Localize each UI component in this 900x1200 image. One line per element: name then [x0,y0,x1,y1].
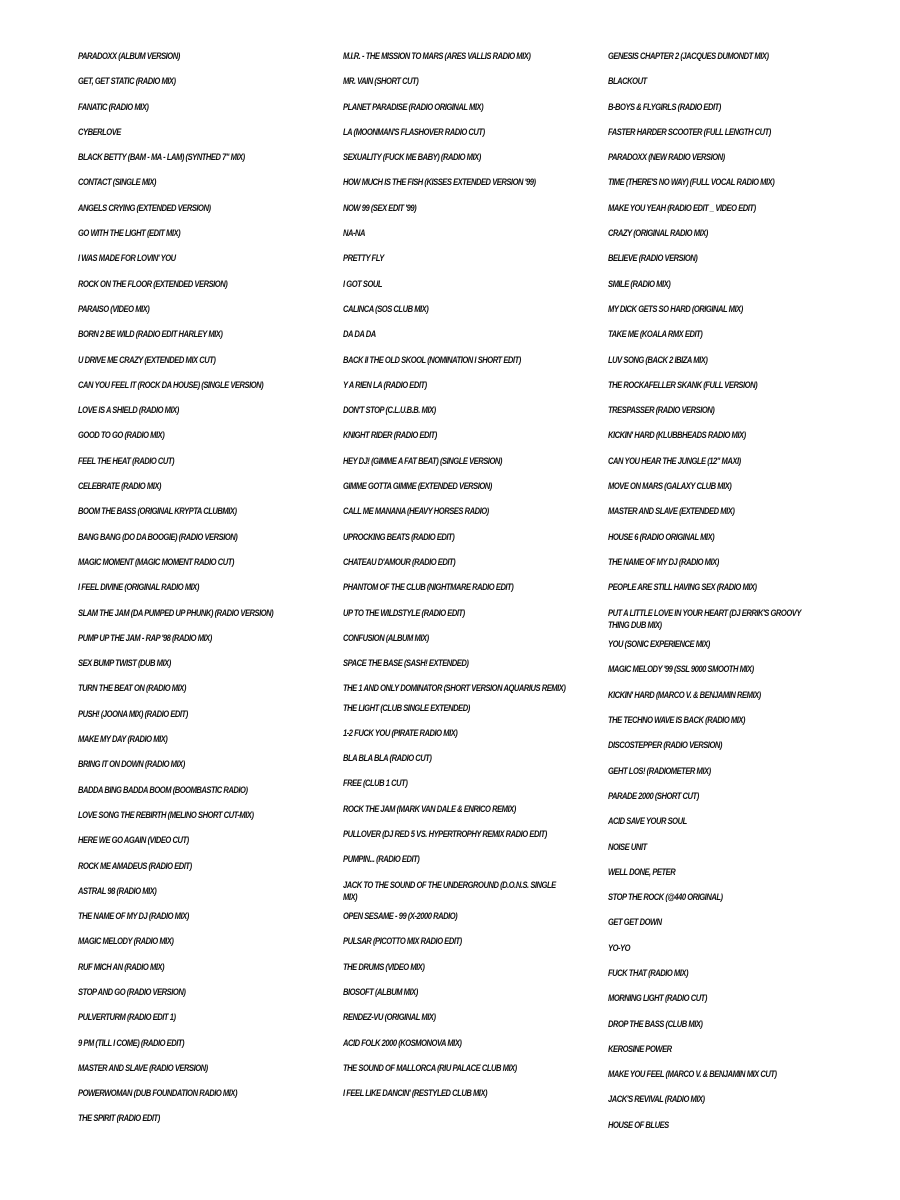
track-title: TIME (THERE'S NO WAY) (FULL VOCAL RADIO MIX) [608,177,775,188]
track-title: LOVE SONG THE REBIRTH (MELINO SHORT CUT-MIX) [78,809,254,820]
track-title: SMILE (RADIO MIX) [608,278,671,289]
track-title: THE NAME OF MY DJ (RADIO MIX) [608,556,719,567]
tracklist-column-2 [343,50,573,1113]
track-title: PARADOXX (NEW RADIO VERSION) [608,152,725,163]
track-title: MAGIC MOMENT (MAGIC MOMENT RADIO CUT) [78,556,234,567]
track-title: HEY DJ! (GIMME A FAT BEAT) (SINGLE VERSION) [343,455,502,466]
track-title: DON'T STOP (C.L.U.B.B. MIX) [343,405,436,416]
track-title: MAKE YOU YEAH (RADIO EDIT _ VIDEO EDIT) [608,202,756,213]
track-title: UP TO THE WILDSTYLE (RADIO EDIT) [343,607,465,618]
track-title: FASTER HARDER SCOOTER (FULL LENGTH CUT) [608,126,771,137]
track-title: HOUSE 6 (RADIO ORIGINAL MIX) [608,531,715,542]
track-title: CYBERLOVE [78,126,121,137]
track-title: STOP AND GO (RADIO VERSION) [78,986,186,997]
track-title: MY DICK GETS SO HARD (ORIGINAL MIX) [608,303,743,314]
track-title: SEXUALITY (FUCK ME BABY) (RADIO MIX) [343,152,481,163]
track-title: DROP THE BASS (CLUB MIX) [608,1018,703,1029]
track-title: THE SOUND OF MALLORCA (RIU PALACE CLUB MIX) [343,1062,517,1073]
track-title: CAN YOU FEEL IT (ROCK DA HOUSE) (SINGLE VERSION) [78,379,264,390]
track-title: MAGIC MELODY (RADIO MIX) [78,936,174,947]
track-title: JACK TO THE SOUND OF THE UNDERGROUND (D.O.N.S. SINGLE MIX) [343,879,556,903]
track-title: ROCK THE JAM (MARK VAN DALE & ENRICO REMIX) [343,803,516,814]
track-title: MASTER AND SLAVE (EXTENDED MIX) [608,506,735,517]
track-title: THE LIGHT (CLUB SINGLE EXTENDED) [343,702,470,713]
track-title: ROCK ON THE FLOOR (EXTENDED VERSION) [78,278,228,289]
track-title: TURN THE BEAT ON (RADIO MIX) [78,683,186,694]
track-title: BIOSOFT (ALBUM MIX) [343,987,418,998]
track-title: RENDEZ-VU (ORIGINAL MIX) [343,1012,436,1023]
track-title: GIMME GOTTA GIMME (EXTENDED VERSION) [343,481,492,492]
track-title: SLAM THE JAM (DA PUMPED UP PHUNK) (RADIO VERSION) [78,607,274,618]
track-title: CHATEAU D'AMOUR (RADIO EDIT) [343,556,456,567]
track-title: THE 1 AND ONLY DOMINATOR (SHORT VERSION AQUARIUS REMIX) [343,683,566,694]
track-title: GET, GET STATIC (RADIO MIX) [78,76,176,87]
track-title: LUV SONG (BACK 2 IBIZA MIX) [608,354,708,365]
tracklist-column-3 [608,50,823,1144]
track-title: PHANTOM OF THE CLUB (NIGHTMARE RADIO EDIT) [343,582,514,593]
track-title: WELL DONE, PETER [608,866,676,877]
track-title: PARAISO (VIDEO MIX) [78,303,150,314]
track-title: POWERWOMAN (DUB FOUNDATION RADIO MIX) [78,1088,238,1099]
track-title: UPROCKING BEATS (RADIO EDIT) [343,531,455,542]
track-title: KNIGHT RIDER (RADIO EDIT) [343,430,437,441]
track-title: CALINCA (SOS CLUB MIX) [343,303,429,314]
track-title: FREE (CLUB 1 CUT) [343,778,408,789]
track-title: OPEN SESAME - 99 (X-2000 RADIO) [343,911,458,922]
track-title: CRAZY (ORIGINAL RADIO MIX) [608,228,708,239]
track-title: NA-NA [343,228,366,239]
track-title: MASTER AND SLAVE (RADIO VERSION) [78,1062,208,1073]
track-title: GET GET DOWN [608,917,662,928]
track-title: CELEBRATE (RADIO MIX) [78,481,161,492]
track-title: PULSAR (PICOTTO MIX RADIO EDIT) [343,936,462,947]
track-title: PULVERTURM (RADIO EDIT 1) [78,1012,176,1023]
track-title: FEEL THE HEAT (RADIO CUT) [78,455,175,466]
track-title: CALL ME MANANA (HEAVY HORSES RADIO) [343,506,489,517]
track-title: PARADOXX (ALBUM VERSION) [78,51,180,61]
track-title: M.I.R. - THE MISSION TO MARS (ARES VALLIS RADIO MIX) [343,51,531,61]
track-title: MAKE YOU FEEL (MARCO V. & BENJAMIN MIX CUT) [608,1069,777,1080]
track-title: BLA BLA BLA (RADIO CUT) [343,753,432,764]
track-title: MOVE ON MARS (GALAXY CLUB MIX) [608,481,732,492]
track-title: THE SPIRIT (RADIO EDIT) [78,1113,160,1124]
track-title: FANATIC (RADIO MIX) [78,101,149,112]
track-title: MAKE MY DAY (RADIO MIX) [78,734,168,745]
track-title: YOU (SONIC EXPERIENCE MIX) [608,639,710,650]
track-title: PARADE 2000 (SHORT CUT) [608,790,699,801]
track-title: BRING IT ON DOWN (RADIO MIX) [78,759,185,770]
track-title: TAKE ME (KOALA RMX EDIT) [608,329,703,340]
track-title: BACK II THE OLD SKOOL (NOMINATION I SHORT EDIT) [343,354,521,365]
track-title: ACID SAVE YOUR SOUL [608,816,687,827]
track-title: GEHT LOS! (RADIOMETER MIX) [608,765,711,776]
track-title: PUT A LITTLE LOVE IN YOUR HEART (DJ ERRIK'S GROOVY THING DUB MIX) [608,607,801,631]
track-title: ROCK ME AMADEUS (RADIO EDIT) [78,860,192,871]
track-title: U DRIVE ME CRAZY (EXTENDED MIX CUT) [78,354,216,365]
track-title: LOVE IS A SHIELD (RADIO MIX) [78,405,179,416]
track-title: CONFUSION (ALBUM MIX) [343,632,429,643]
track-title: KICKIN' HARD (KLUBBHEADS RADIO MIX) [608,430,746,441]
track-title: RUF MICH AN (RADIO MIX) [78,961,165,972]
track-title: LA (MOONMAN'S FLASHOVER RADIO CUT) [343,126,485,137]
track-title: PUSH! (JOONA MIX) (RADIO EDIT) [78,708,188,719]
track-title: GO WITH THE LIGHT (EDIT MIX) [78,228,181,239]
track-title: HERE WE GO AGAIN (VIDEO CUT) [78,835,189,846]
track-title: SEX BUMP TWIST (DUB MIX) [78,658,171,669]
track-title: 1-2 FUCK YOU (PIRATE RADIO MIX) [343,727,458,738]
track-title: TRESPASSER (RADIO VERSION) [608,405,715,416]
track-title: MORNING LIGHT (RADIO CUT) [608,993,707,1004]
track-title: THE NAME OF MY DJ (RADIO MIX) [78,911,189,922]
track-title: BLACKOUT [608,76,647,87]
track-title: SPACE THE BASE (SASH! EXTENDED) [343,658,469,669]
track-title: YO-YO [608,942,631,953]
track-title: PEOPLE ARE STILL HAVING SEX (RADIO MIX) [608,582,757,593]
track-title: THE ROCKAFELLER SKANK (FULL VERSION) [608,379,758,390]
track-title: PLANET PARADISE (RADIO ORIGINAL MIX) [343,101,484,112]
track-title: NOW 99 (SEX EDIT '99) [343,202,417,213]
track-title: I WAS MADE FOR LOVIN' YOU [78,253,176,264]
track-title: BLACK BETTY (BAM - MA - LAM) (SYNTHED 7" MIX) [78,152,245,163]
track-title: KEROSINE POWER [608,1043,672,1054]
track-title: HOUSE OF BLUES [608,1119,669,1130]
track-title: CONTACT (SINGLE MIX) [78,177,156,188]
track-title: PULLOVER (DJ RED 5 VS. HYPERTROPHY REMIX RADIO EDIT) [343,829,547,839]
track-title: JACK'S REVIVAL (RADIO MIX) [608,1094,705,1105]
track-title: GOOD TO GO (RADIO MIX) [78,430,165,441]
track-title: PUMP UP THE JAM - RAP '98 (RADIO MIX) [78,632,212,643]
track-title: B-BOYS & FLYGIRLS (RADIO EDIT) [608,101,721,112]
track-title: ANGELS CRYING (EXTENDED VERSION) [78,202,211,213]
track-title: THE TECHNO WAVE IS BACK (RADIO MIX) [608,715,745,726]
track-title: BELIEVE (RADIO VERSION) [608,253,698,264]
track-title: 9 PM (TILL I COME) (RADIO EDIT) [78,1037,185,1048]
track-title: I FEEL DIVINE (ORIGINAL RADIO MIX) [78,582,199,593]
track-title: BORN 2 BE WILD (RADIO EDIT HARLEY MIX) [78,329,223,340]
track-title: NOISE UNIT [608,841,647,852]
track-title: KICKIN' HARD (MARCO V. & BENJAMIN REMIX) [608,689,761,700]
track-title: HOW MUCH IS THE FISH (KISSES EXTENDED VERSION '99) [343,177,536,188]
track-title: I FEEL LIKE DANCIN' (RESTYLED CLUB MIX) [343,1088,488,1099]
track-title: MAGIC MELODY '99 (SSL 9000 SMOOTH MIX) [608,664,754,675]
track-title: PUMPIN... (RADIO EDIT) [343,854,420,865]
track-title: DISCOSTEPPER (RADIO VERSION) [608,740,722,751]
track-title: BOOM THE BASS (ORIGINAL KRYPTA CLUBMIX) [78,506,237,517]
track-title: BADDA BING BADDA BOOM (BOOMBASTIC RADIO) [78,784,248,795]
track-title: GENESIS CHAPTER 2 (JACQUES DUMONDT MIX) [608,51,769,61]
track-title: THE DRUMS (VIDEO MIX) [343,961,425,972]
track-title: CAN YOU HEAR THE JUNGLE (12" MAXI) [608,455,741,466]
track-title: PRETTY FLY [343,253,384,264]
track-title: STOP THE ROCK (@440 ORIGINAL) [608,892,723,903]
track-title: DA DA DA [343,329,376,340]
track-title: ACID FOLK 2000 (KOSMONOVA MIX) [343,1037,462,1048]
track-title: ASTRAL 98 (RADIO MIX) [78,885,157,896]
tracklist-column-1 [78,50,308,1138]
track-title: FUCK THAT (RADIO MIX) [608,967,689,978]
track-title: Y A RIEN LA (RADIO EDIT) [343,379,427,390]
track-title: MR. VAIN (SHORT CUT) [343,76,419,87]
track-title: BANG BANG (DO DA BOOGIE) (RADIO VERSION) [78,531,238,542]
track-title: I GOT SOUL [343,278,383,289]
